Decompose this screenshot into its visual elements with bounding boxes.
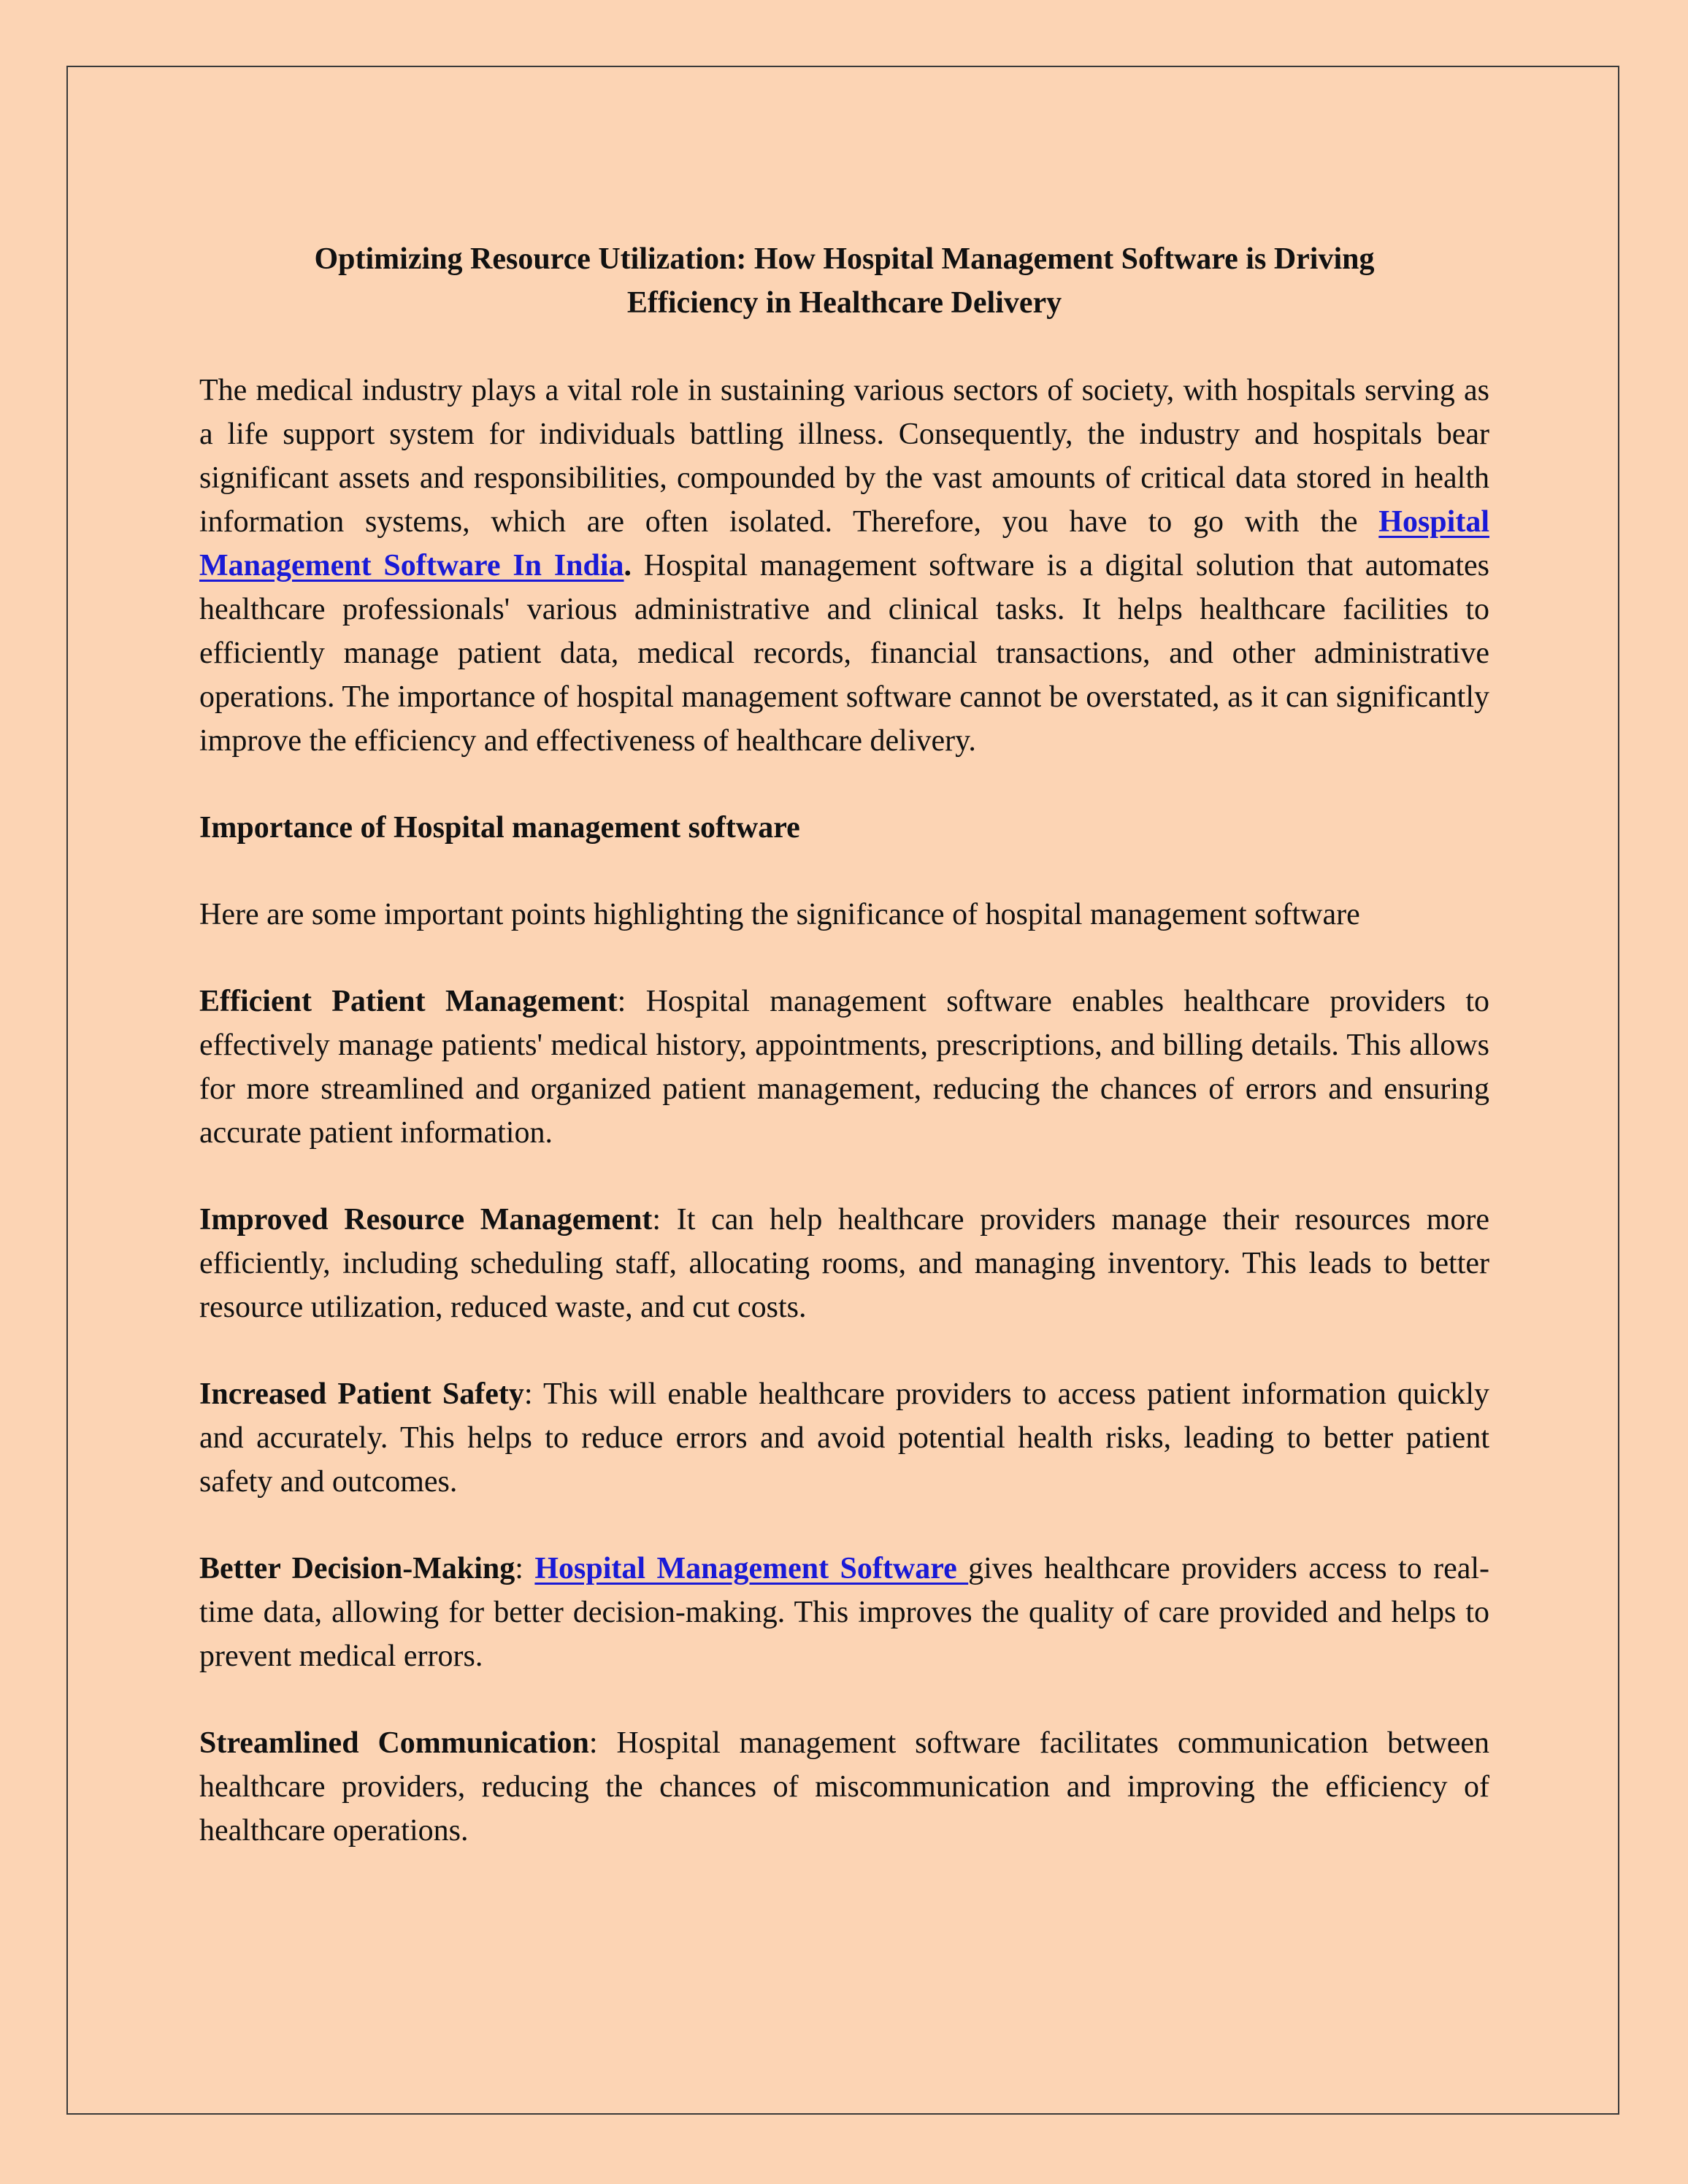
point-term: Streamlined Communication xyxy=(199,1726,589,1760)
intro-link-period: . xyxy=(624,549,632,582)
point-text: : Hospital management software enables healthcare providers to effectively manage patients' medical history, appointments, prescriptions, and billing details. This allows for more streamlined and organized patient management, reducing the chances of errors and ensuring accurate patient information. xyxy=(199,985,1489,1150)
hospital-management-software-link[interactable]: Hospital Management Software xyxy=(534,1552,969,1585)
point-increased-patient-safety xyxy=(199,1372,1489,1504)
point-term: Improved Resource Management xyxy=(199,1203,653,1237)
point-efficient-patient-management xyxy=(199,980,1489,1155)
point-text: : Hospital management software facilitates communication between healthcare providers, reducing the chances of miscommunication and improving the efficiency of healthcare operations. xyxy=(199,1726,1489,1847)
point-text: : This will enable healthcare providers to access patient information quickly and accurately. This helps to reduce errors and avoid potential health risks, leading to better patient safety and outcomes. xyxy=(199,1377,1490,1499)
point-separator: : xyxy=(515,1552,535,1585)
point-text: gives healthcare providers access to real-time data, allowing for better decision-making. This improves the quality of care provided and helps to prevent medical errors. xyxy=(199,1552,1490,1673)
section-intro: Here are some important points highlighting the significance of hospital management software xyxy=(199,898,1360,931)
point-term: Better Decision-Making xyxy=(199,1552,515,1585)
point-text: : It can help healthcare providers manage their resources more efficiently, including scheduling staff, allocating rooms, and managing inventory. This leads to better resource utilization, reduced waste, and cut costs. xyxy=(199,1203,1489,1324)
intro-paragraph xyxy=(199,369,1489,763)
point-improved-resource-management xyxy=(199,1198,1489,1329)
point-term: Efficient Patient Management xyxy=(199,985,618,1018)
document-title: Optimizing Resource Utilization: How Hospital Management Software is Driving Efficiency in Healthcare Delivery xyxy=(314,242,1375,320)
point-term: Increased Patient Safety xyxy=(199,1377,524,1411)
intro-text-after-link: Hospital management software is a digital solution that automates healthcare professionals' various administrative and clinical tasks. It helps healthcare facilities to efficiently manage patient data, medical records, financial transactions, and other administrative operations. The importance of hospital management software cannot be overstated, as it can significantly improve the efficiency and effectiveness of healthcare delivery. xyxy=(199,549,1489,758)
document-body xyxy=(199,237,1489,1896)
point-streamlined-communication xyxy=(199,1721,1489,1853)
intro-text-before-link: The medical industry plays a vital role in sustaining various sectors of society, with hospitals serving as a life support system for individuals battling illness. Consequently, the industry and hospitals bear significant assets and responsibilities, compounded by the vast amounts of critical data stored in health information systems, which are often isolated. Therefore, you have to go with the xyxy=(199,374,1489,539)
point-better-decision-making xyxy=(199,1547,1489,1678)
section-heading: Importance of Hospital management software xyxy=(199,811,800,845)
hospital-management-software-india-link[interactable]: Hospital Management Software In India xyxy=(199,505,1489,582)
